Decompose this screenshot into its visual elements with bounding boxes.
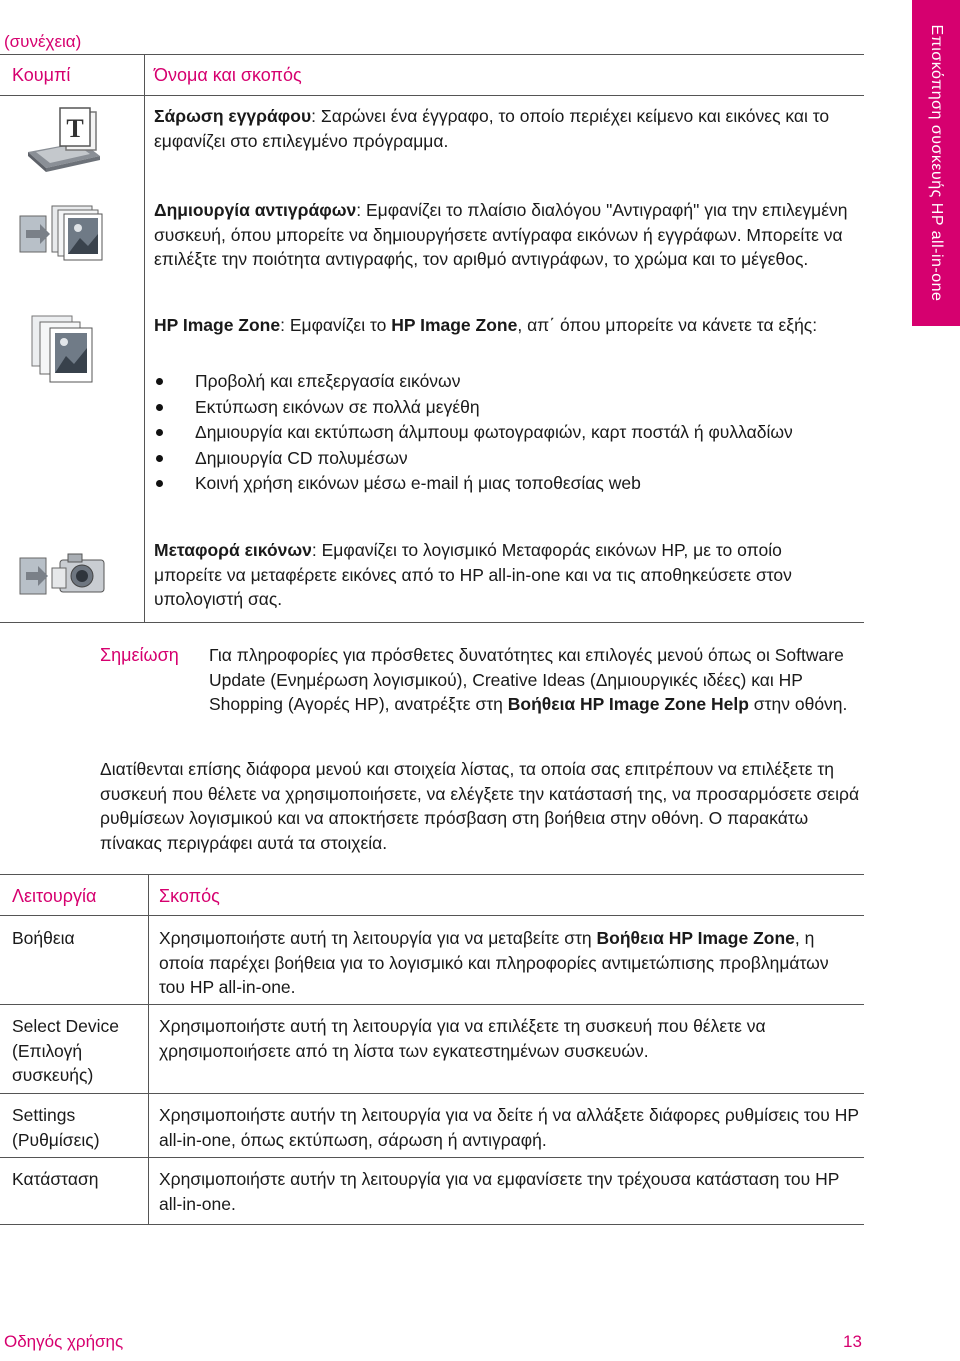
hp-image-zone-icon xyxy=(28,314,102,386)
table-rule xyxy=(0,95,864,96)
transfer-images-title: Μεταφορά εικόνων xyxy=(154,540,312,560)
function-select-device: Select Device (Επιλογή συσκευής) xyxy=(12,1016,119,1085)
make-copies-text: : Εμφανίζει το πλαίσιο διαλόγου "Αντιγραφή" για την επιλεγμένη συσκευή, όπου μπορείτε να δημιουργήσετε αντίγραφα εικόνων ή εγγράφων. Μπορείτε να επιλέξτε την ποιότητα αντιγραφής, τον αριθμό αντιγράφων, το χρώμα και το μέγεθος. xyxy=(154,200,848,269)
function-help-description xyxy=(159,926,859,1000)
function-status: Κατάσταση xyxy=(12,1169,99,1189)
scan-document-description xyxy=(154,104,854,153)
transfer-images-text: : Εμφανίζει το λογισμικό Μεταφοράς εικόνων HP, με το οποίο μπορείτε να μεταφέρετε εικόνες από το HP all-in-one και να τις αποθηκεύσετε στον υπολογιστή σας. xyxy=(154,540,792,609)
list-item: Κοινή χρήση εικόνων μέσω e-mail ή μιας τοποθεσίας web xyxy=(155,471,855,497)
function-settings: Settings (Ρυθμίσεις) xyxy=(12,1105,100,1150)
list-item: Δημιουργία CD πολυμέσων xyxy=(155,446,855,472)
column-divider xyxy=(144,54,145,622)
footer-guide-title: Οδηγός χρήσης xyxy=(4,1332,124,1351)
note-help-reference: Βοήθεια HP Image Zone Help xyxy=(507,694,749,714)
menus-paragraph: Διατίθενται επίσης διάφορα μενού και στοιχεία λίστας, τα οποία σας επιτρέπουν να επιλέξετε τη συσκευή που θέλετε να χρησιμοποιήσετε, να ελέγξετε την κατάστασή της, να προσαρμόσετε σειρά ρυθμίσεων λογισμικού και να αποκτήσετε πρόσβαση στη βοήθεια στην οθόνη. Ο παρακάτω πίνακας περιγράφει αυτά τα στοιχεία. xyxy=(100,759,860,853)
column-divider xyxy=(148,874,149,1224)
table-rule xyxy=(0,915,864,916)
image-zone-title-inline: HP Image Zone xyxy=(391,315,518,335)
table-rule xyxy=(0,1093,864,1094)
header-button: Κουμπί xyxy=(12,65,71,85)
function-help: Βοήθεια xyxy=(12,928,75,948)
note-text xyxy=(209,643,859,717)
image-zone-bullet-list xyxy=(155,369,855,497)
make-copies-icon xyxy=(18,202,106,264)
side-tab-label: Επισκόπηση συσκευής HP all-in-one xyxy=(928,24,945,302)
function-status-description: Χρησιμοποιήστε αυτήν τη λειτουργία για να εμφανίσετε την τρέχουσα κατάσταση του HP all-in-one. xyxy=(159,1169,840,1214)
image-zone-title: HP Image Zone xyxy=(154,315,281,335)
section-side-tab xyxy=(912,0,960,326)
table-rule xyxy=(0,622,864,623)
scan-document-title: Σάρωση εγγράφου xyxy=(154,106,312,126)
help-reference: Βοήθεια HP Image Zone xyxy=(596,928,795,948)
image-zone-description xyxy=(154,313,854,338)
function-settings-description: Χρησιμοποιήστε αυτήν τη λειτουργία για να δείτε ή να αλλάξετε διάφορες ρυθμίσεις του HP all-in-one, όπως εκτύπωση, σάρωση ή αντιγραφή. xyxy=(159,1105,859,1150)
table-rule xyxy=(0,1004,864,1005)
transfer-images-icon xyxy=(18,542,108,604)
image-zone-text: : Εμφανίζει το xyxy=(280,315,392,335)
table-rule xyxy=(0,1157,864,1158)
header-purpose: Σκοπός xyxy=(159,886,220,906)
desc-part: , η οποία παρέχει βοήθεια για το λογισμικό και πληροφορίες αντιμετώπισης προβλημάτων του HP all-in-one. xyxy=(159,928,829,997)
header-function: Λειτουργία xyxy=(12,886,97,906)
note-text-part: Για πληροφορίες για πρόσθετες δυνατότητες και επιλογές μενού όπως οι Software Update (Ενημέρωση λογισμικού), Creative Ideas (Δημιουργικές ιδέες) και HP Shopping (Αγορές HP), ανατρέξτε στη xyxy=(209,645,844,714)
make-copies-title: Δημιουργία αντιγράφων xyxy=(154,200,357,220)
scan-document-text: : Σαρώνει ένα έγγραφο, το οποίο περιέχει κείμενο και εικόνες και το εμφανίζει στο επιλεγμένο πρόγραμμα. xyxy=(154,106,830,151)
note-label: Σημείωση xyxy=(100,645,179,665)
list-item: Δημιουργία και εκτύπωση άλμπουμ φωτογραφιών, καρτ ποστάλ ή φυλλαδίων xyxy=(155,420,855,446)
image-zone-text: , απ΄ όπου μπορείτε να κάνετε τα εξής: xyxy=(517,315,818,335)
scan-document-icon xyxy=(22,106,104,174)
list-item: Εκτύπωση εικόνων σε πολλά μεγέθη xyxy=(155,395,855,421)
table-rule xyxy=(0,1224,864,1225)
table-rule xyxy=(0,874,864,875)
header-name-purpose: Όνομα και σκοπός xyxy=(154,65,302,85)
make-copies-description xyxy=(154,198,859,272)
page-number: 13 xyxy=(843,1332,862,1351)
table-rule xyxy=(0,54,864,55)
note-text-part: στην οθόνη. xyxy=(748,694,848,714)
desc-part: Χρησιμοποιήστε αυτή τη λειτουργία για να μεταβείτε στη xyxy=(159,928,597,948)
continued-label: (συνέχεια) xyxy=(4,32,82,51)
svg-text:T: T xyxy=(66,114,84,143)
transfer-images-description xyxy=(154,538,854,612)
list-item: Προβολή και επεξεργασία εικόνων xyxy=(155,369,855,395)
function-select-device-description: Χρησιμοποιήστε αυτή τη λειτουργία για να επιλέξετε τη συσκευή που θέλετε να χρησιμοποιήσετε από τη λίστα των εγκατεστημένων συσκευών. xyxy=(159,1016,766,1061)
